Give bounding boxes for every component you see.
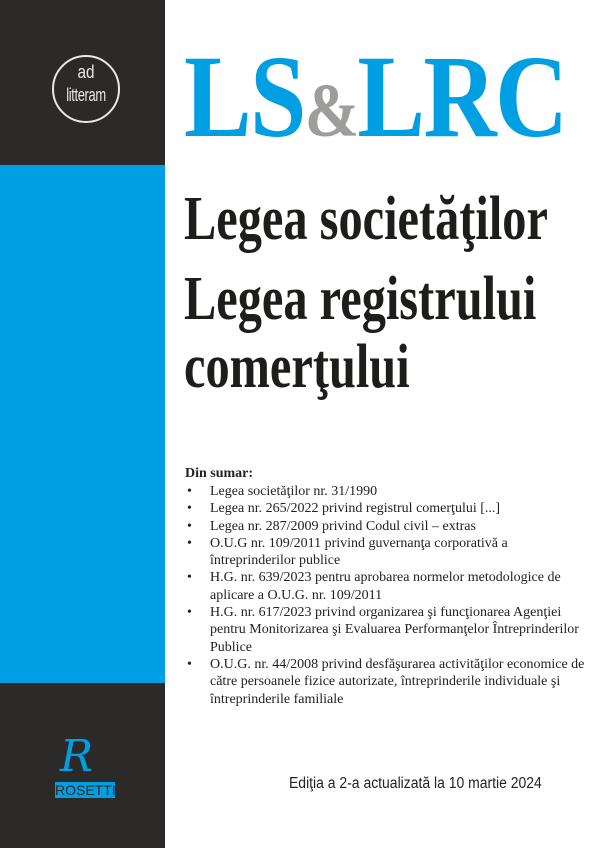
edition-note: Ediţia a 2-a actualizată la 10 martie 2024 [289, 775, 542, 792]
summary-item-text: H.G. nr. 617/2023 privind organizarea şi funcţionarea Agenţiei pentru Monitorizarea şi Evaluarea Performanţelor Întreprinderilor Publice [210, 605, 579, 655]
summary-item-text: Legea nr. 265/2022 privind registrul comerţului [...] [210, 501, 501, 517]
left-blue-band [0, 165, 165, 683]
brand-ampersand: & [304, 69, 358, 153]
bullet-icon: • [187, 535, 192, 551]
summary-item [185, 535, 585, 570]
publisher-monogram-logo: R [60, 731, 94, 782]
publisher-name-logo: ROSETTI [55, 782, 116, 798]
book-title-line-2: Legea registrului [184, 265, 537, 333]
summary-item-text: O.U.G nr. 109/2011 privind guvernanţa corporativă a întreprinderilor publice [210, 535, 508, 569]
ad-litteram-seal-logo [52, 55, 120, 123]
brand-ls: LS [184, 31, 305, 162]
summary-item [185, 500, 585, 517]
seal-text-litteram: litteram [66, 85, 106, 105]
brand-lrc: LRC [357, 31, 567, 162]
series-title [184, 31, 567, 170]
bullet-icon: • [187, 484, 192, 499]
summary-item [185, 483, 585, 500]
summary-section [185, 466, 585, 708]
summary-item [185, 656, 585, 708]
summary-item [185, 569, 585, 604]
summary-item-text: Legea societăţilor nr. 31/1990 [210, 484, 378, 499]
book-title-line-1: Legea societăţilor [184, 185, 548, 253]
bullet-icon: • [187, 518, 192, 534]
summary-item-text: O.U.G. nr. 44/2008 privind desfăşurarea activităţilor economice de către persoanele fizice autorizate, întreprinderile individuale şi întreprinderile familiale [210, 656, 585, 707]
bullet-icon: • [187, 570, 192, 586]
summary-item [185, 518, 585, 535]
summary-item-text: H.G. nr. 639/2023 pentru aprobarea normelor metodologice de aplicare a O.U.G. nr. 109/2011 [210, 570, 561, 603]
bullet-icon: • [187, 656, 192, 672]
summary-item [185, 604, 585, 656]
book-title-line-3: comerţului [184, 333, 410, 401]
bullet-icon: • [187, 605, 192, 621]
summary-list [185, 483, 585, 708]
summary-heading: Din sumar: [185, 466, 254, 481]
bullet-icon: • [187, 501, 192, 517]
summary-item-text: Legea nr. 287/2009 privind Codul civil – extras [210, 518, 476, 534]
seal-text-ad: ad [77, 62, 95, 82]
